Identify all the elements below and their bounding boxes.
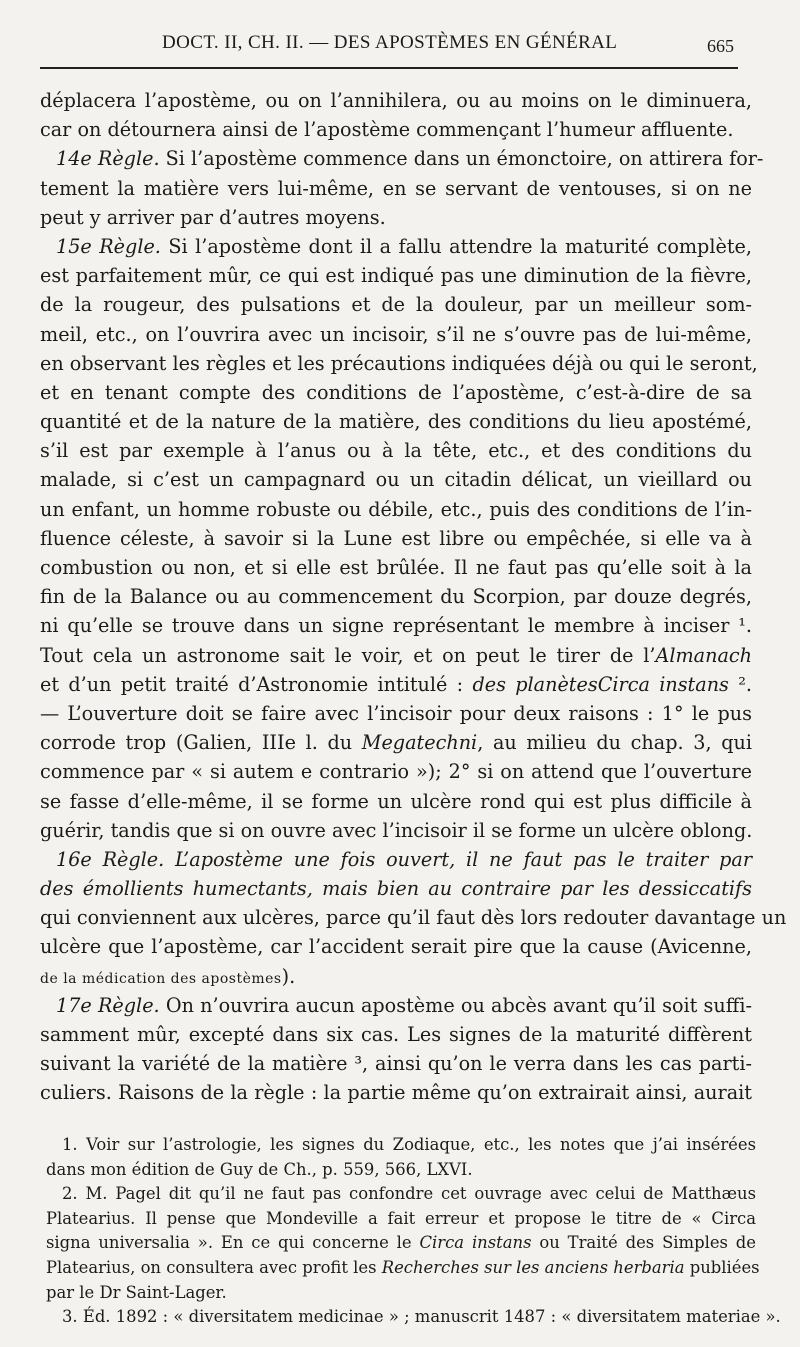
text-run: Tout cela un astronome sait le voir, et on peut le tirer de l’: [40, 643, 656, 667]
text-line: [40, 1020, 752, 1049]
text-line: [40, 991, 752, 1020]
italic-text: des planètes: [472, 672, 598, 696]
text-run: — L’ouverture doit se faire avec l’incisoir pour deux raisons : 1° le pus: [40, 701, 752, 725]
text-run: corrode trop (Galien, IIIe l. du: [40, 731, 362, 755]
text-line: [40, 407, 752, 436]
footnote-line: [46, 1158, 756, 1183]
italic-text: Circa instans: [597, 672, 729, 696]
text-run: malade, si c’est un campagnard ou un citadin délicat, un vieillard ou: [40, 468, 752, 492]
text-run: On n’ouvrira aucun apostème ou abcès avant qu’il soit suffi-: [159, 993, 753, 1017]
text-line: [40, 86, 752, 115]
text-line: [40, 524, 752, 553]
text-run: Platearius, on consultera avec profit les: [46, 1257, 382, 1277]
text-line: [40, 962, 752, 991]
text-run: qui conviennent aux ulcères, parce qu’il faut dès lors redouter davantage un: [40, 906, 787, 930]
text-run: de la rougeur, des pulsations et de la douleur, par un meilleur som-: [40, 293, 752, 317]
footnote-line: [46, 1256, 760, 1281]
text-line: [40, 1049, 752, 1078]
rule-heading: 16e Règle.: [56, 847, 165, 871]
text-line: [40, 174, 752, 203]
footnotes: [46, 1133, 781, 1330]
text-run: fluence céleste, à savoir si la Lune est libre ou empêchée, si elle va à: [40, 526, 752, 550]
running-head: DOCT. II, CH. II. — DES APOSTÈMES EN GÉNÉRAL: [162, 32, 618, 53]
text-run: déplacera l’apostème, ou on l’annihilera, ou au moins on le diminuera,: [40, 89, 752, 112]
text-run: publiées: [684, 1257, 760, 1277]
text-line: [40, 903, 787, 932]
text-line: [40, 144, 764, 173]
text-run: combustion ou non, et si elle est brûlée. Il ne faut pas qu’elle soit à la: [40, 556, 752, 579]
text-run: et en tenant compte des conditions de l’apostème, c’est-à-dire de sa: [40, 380, 752, 404]
text-run: dans mon édition de Guy de Ch., p. 559, 566, LXVI.: [46, 1159, 473, 1179]
text-line: [40, 641, 752, 670]
text-line: [40, 115, 752, 144]
text-line: [40, 932, 752, 961]
text-run: ).: [281, 964, 296, 988]
text-run: meil, etc., on l’ouvrira avec un incisoir, s’il ne s’ouvre pas de lui-même,: [40, 322, 752, 346]
rule-heading: 17e Règle.: [56, 993, 160, 1017]
text-line: [40, 670, 752, 699]
italic-text: L’apostème une fois ouvert, il ne faut pas le traiter par: [164, 847, 753, 871]
text-run: 2. M. Pagel dit qu’il ne faut pas confondre cet ouvrage avec celui de Matthæus: [62, 1184, 756, 1204]
text-run: car on détournera ainsi de l’apostème commençant l’humeur affluente.: [40, 118, 734, 142]
footnote-line: [46, 1207, 756, 1232]
text-line: [40, 290, 752, 319]
text-run: et d’un petit traité d’Astronomie intitulé :: [40, 672, 473, 696]
text-run: Si l’apostème dont il a fallu attendre la maturité complète,: [160, 234, 752, 258]
text-line: [40, 378, 752, 407]
text-run: fin de la Balance ou au commencement du Scorpion, par douze degrés,: [40, 585, 752, 609]
text-run: culiers. Raisons de la règle : la partie même qu’on extrairait ainsi, aurait: [40, 1081, 752, 1105]
text-run: ulcère que l’apostème, car l’accident serait pire que la cause (Avicenne,: [40, 935, 752, 959]
text-line: [40, 232, 752, 261]
text-run: par le Dr Saint-Lager.: [46, 1282, 227, 1302]
text-line: [40, 436, 752, 465]
text-line: [40, 845, 752, 874]
text-line: [40, 582, 752, 611]
text-line: [40, 261, 752, 290]
text-run: 1. Voir sur l’astrologie, les signes du Zodiaque, etc., les notes que j’ai insérées: [62, 1135, 756, 1154]
text-run: commence par « si autem e contrario »); 2° si on attend que l’ouverture: [40, 760, 752, 784]
text-run: en observant les règles et les précautions indiquées déjà ou qui le seront,: [40, 351, 758, 375]
text-line: [40, 320, 752, 349]
footnote-line: [46, 1133, 756, 1158]
italic-text: Megatechni: [361, 731, 478, 755]
page-header: [40, 28, 738, 56]
text-line: [40, 203, 752, 232]
text-run: s’il est par exemple à l’anus ou à la tête, etc., et des conditions du: [40, 439, 752, 463]
text-line: [40, 728, 752, 757]
text-run: signa universalia ». En ce qui concerne le: [46, 1233, 420, 1253]
text-line: [40, 1078, 752, 1107]
footnote-line: [46, 1305, 781, 1330]
text-run: samment mûr, excepté dans six cas. Les signes de la maturité diffèrent: [40, 1023, 752, 1046]
rule-heading: 15e Règle.: [56, 234, 161, 258]
footnote-line: [46, 1281, 756, 1306]
text-run: suivant la variété de la matière ³, ainsi qu’on le verra dans les cas parti-: [40, 1052, 752, 1076]
header-rule: [40, 67, 738, 69]
italic-text: des émollients humectants, mais bien au contraire par les dessiccatifs: [40, 877, 752, 901]
text-run: ni qu’elle se trouve dans un signe représentant le membre à inciser ¹.: [40, 614, 752, 638]
text-line: [40, 757, 752, 786]
text-run: guérir, tandis que si on ouvre avec l’incisoir il se forme un ulcère oblong.: [40, 818, 753, 842]
text-line: [40, 553, 752, 582]
text-run: tement la matière vers lui-même, en se servant de ventouses, si on ne: [40, 176, 752, 200]
text-run: ou Traité des Simples de: [531, 1233, 756, 1253]
text-run: de la médication des apostèmes: [40, 970, 282, 987]
text-run: , au milieu du chap. 3, qui: [477, 731, 752, 755]
text-run: Platearius. Il pense que Mondeville a fait erreur et propose le titre de « Circa: [46, 1208, 756, 1228]
text-line: [40, 699, 752, 728]
text-run: se fasse d’elle-même, il se forme un ulcère rond qui est plus difficile à: [40, 789, 752, 813]
rule-heading: 14e Règle.: [56, 147, 160, 171]
text-line: [40, 611, 752, 640]
text-run: quantité et de la nature de la matière, des conditions du lieu apostémé,: [40, 410, 752, 434]
text-line: [40, 874, 752, 903]
text-line: [40, 349, 758, 378]
footnote-line: [46, 1182, 756, 1207]
text-run: un enfant, un homme robuste ou débile, etc., puis des conditions de l’in-: [40, 497, 752, 521]
text-run: 3. Éd. 1892 : « diversitatem medicinae » ; manuscrit 1487 : « diversitatem materiae ».: [62, 1307, 781, 1327]
text-line: [40, 465, 752, 494]
text-run: Si l’apostème commence dans un émonctoire, on attirera for-: [159, 147, 764, 171]
italic-text: Almanach: [655, 643, 752, 667]
page-number: 665: [707, 36, 734, 56]
footnote-line: [46, 1231, 756, 1256]
italic-text: Recherches sur les anciens herbaria: [381, 1257, 685, 1277]
text-line: [40, 787, 752, 816]
text-line: [40, 816, 752, 845]
italic-text: Circa instans: [419, 1233, 532, 1253]
text-run: est parfaitement mûr, ce qui est indiqué pas une diminution de la fièvre,: [40, 264, 752, 288]
text-run: peut y arriver par d’autres moyens.: [40, 205, 386, 229]
text-run: ².: [728, 672, 752, 696]
text-line: [40, 495, 752, 524]
main-text: [40, 86, 787, 1108]
